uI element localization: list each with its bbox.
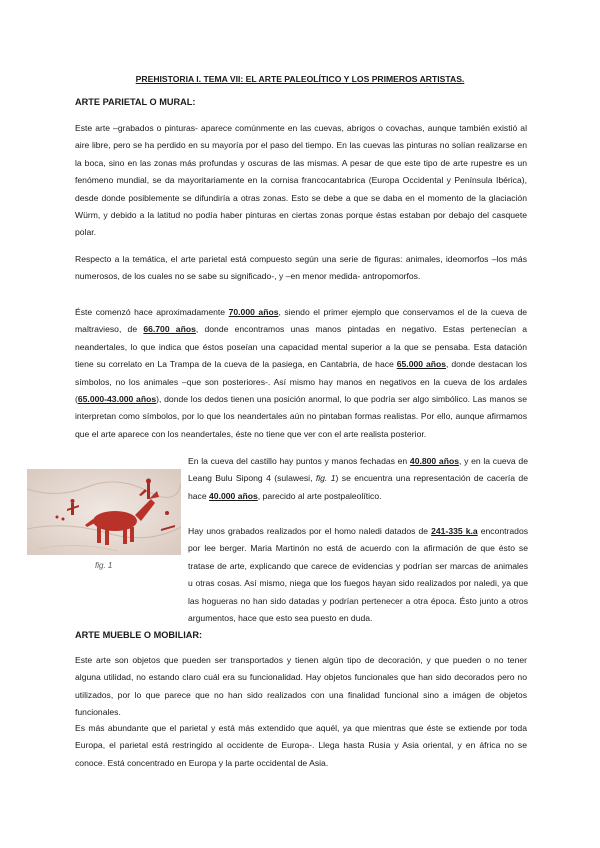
cave-painting-image	[27, 469, 181, 555]
paragraph-tematica: Respecto a la temática, el arte parietal está compuesto según una serie de figuras: animales, ideomorfos –los más numerosos, de los cuales no se sabe su significado-, y –en menor medida- antropomorfos.	[75, 254, 527, 282]
document-title: PREHISTORIA I. TEMA VII: EL ARTE PALEOLÍTICO Y LOS PRIMEROS ARTISTAS.	[135, 74, 465, 84]
figure-reference: fig. 1	[315, 473, 336, 484]
paragraph-dataciones: Éste comenzó hace aproximadamente 70.000 años, siendo el primer ejemplo que conservamos el de la cueva de maltravieso, de 66.700 años, donde encontramos unas manos pintadas en negativo. Estas pertenecían a neandertales, lo que indica que éstos poseían una capacidad mental superior a la que se pensaba. Esta datación tiene su correlato en La Trampa de la cueva de la pasiega, en Cantabria, de hace 65.000 años, donde destacan los símbolos, no los animales –que son posteriores-. Así mismo hay manos en negativos en la cueva de los ardales (65.000-43.000 años), donde los dedos tienen una posición anormal, lo que podría ser algo simbólico. Las manos se interpretan como símbolos, por lo que los neandertales aún no pintaban formas realistas. Por ello, aunque afirmamos que el arte aparece con los neandertales, éste no tiene que ver con el arte realista posterior.	[75, 307, 528, 439]
paragraph-mueble-distribucion: Es más abundante que el parietal y está más extendido que aquél, ya que mientras que éste se extiende por toda Europa, el parietal está restringido al occidente de Europa-. Llega hasta Rusia y Asia oriental, y en áfrica no se conoce. Está concentrado en Europa y la parte occidental de Asia.	[75, 723, 527, 768]
paragraph-castillo: En la cueva del castillo hay puntos y manos fechadas en 40.800 años, y en la cueva de Leang Bulu Sipong 4 (sulawesi, fig. 1) se encuentra una representación de cacería de hace 40.000 años, parecido al arte postpaleolítico.	[188, 456, 528, 501]
date-highlight: 40.800 años	[409, 456, 459, 466]
date-highlight: 66.700 años	[143, 324, 196, 335]
date-highlight: 70.000 años	[228, 307, 279, 317]
paragraph-intro: Este arte –grabados o pinturas- aparece comúnmente en las cuevas, abrigos o covachas, aunque también existió al aire libre, pero se ha perdido en su mayoría por el paso del tiempo. En las cuevas las pinturas no solían realizarse en la boca, sino en las zonas más profundas y oscuras de las mismas. A pesar de que este tipo de arte rupestre es un fenómeno mundial, se da mayoritariamente en la cornisa francocantabrica (Europa Occidental y Península Ibérica), desde donde posiblemente se difundiría a otras zonas. Esto se debe a que se daba en el momento de la glaciación Würm, y debido a la latitud no podía haber pinturas en ciertas zonas porque éstas estaban por debajo del casquete polar.	[75, 123, 527, 238]
section-heading-parietal: ARTE PARIETAL O MURAL:	[75, 97, 196, 107]
paragraph-mueble-definicion: Este arte son objetos que pueden ser transportados y tienen algún tipo de decoración, y que pueden o no tener alguna utilidad, no estando claro cuál era su funcionalidad. Hay objetos funcionales que han sido decorados pero no utilizados, por lo que parece que no han sido realizados con una finalidad funcional sino a imágen de objetos funcionales.	[75, 655, 527, 718]
section-heading-mueble: ARTE MUEBLE O MOBILIAR:	[75, 630, 203, 640]
date-highlight: 65.000-43.000 años	[77, 394, 157, 405]
date-highlight: 65.000 años	[396, 359, 447, 370]
date-highlight: 40.000 años	[209, 490, 258, 501]
paragraph-naledi-start: Hay unos grabados realizados por el homo naledi datados de 241-335 k.a encontrados por lee berger. Maria Martinón no está de acuerdo con la afirmación de que ésto se tratase de arte, explicando que carece de evidencias y podrían ser marcas de animales u otras cosas. Así mismo, niega que los fuegos hayan sido realizados por naledi, ya que las hogueras no han sido datadas y podrían pertenecer a otra época. Ésto junto a otros argumentos, hace que esto sea puesto en duda.	[188, 526, 529, 624]
figure-caption: fig. 1	[95, 561, 113, 570]
date-highlight: 241-335 k.a	[431, 526, 478, 536]
